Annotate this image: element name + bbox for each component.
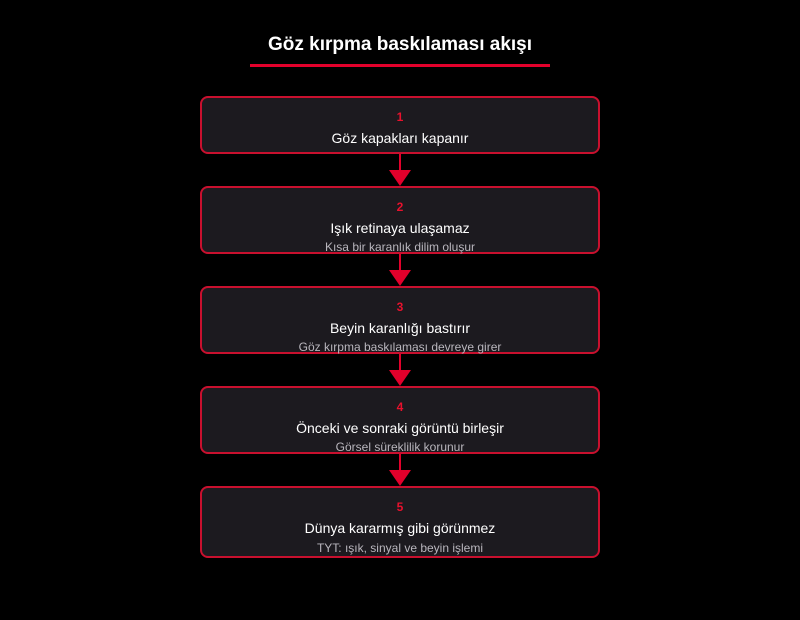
step-number: 5 <box>396 500 404 514</box>
step-subtitle: Kısa bir karanlık dilim oluşur <box>324 240 476 254</box>
step-title: Önceki ve sonraki görüntü birleşir <box>296 420 504 436</box>
step-subtitle: Görsel süreklilik korunur <box>335 440 465 454</box>
arrow-down-icon <box>389 154 411 186</box>
title-underline <box>250 64 550 67</box>
step-title: Beyin karanlığı bastırır <box>329 320 471 336</box>
step-box-2 <box>200 186 600 254</box>
step-title: Dünya kararmış gibi görünmez <box>304 520 496 536</box>
step-number: 2 <box>396 200 404 214</box>
step-box-1 <box>200 96 600 154</box>
arrow-down-icon <box>389 454 411 486</box>
step-number: 3 <box>396 300 404 314</box>
step-box-4 <box>200 386 600 454</box>
diagram-title: Göz kırpma baskılaması akışı <box>267 34 533 55</box>
step-subtitle: Göz kırpma baskılaması devreye girer <box>298 340 502 354</box>
step-subtitle: TYT: ışık, sinyal ve beyin işlemi <box>316 541 484 555</box>
step-title: Işık retinaya ulaşamaz <box>330 220 470 236</box>
step-box-5 <box>200 486 600 558</box>
step-number: 4 <box>396 400 404 414</box>
step-number: 1 <box>396 110 404 124</box>
step-title: Göz kapakları kapanır <box>331 130 469 146</box>
step-box-3 <box>200 286 600 354</box>
arrow-down-icon <box>389 254 411 286</box>
arrow-down-icon <box>389 354 411 386</box>
